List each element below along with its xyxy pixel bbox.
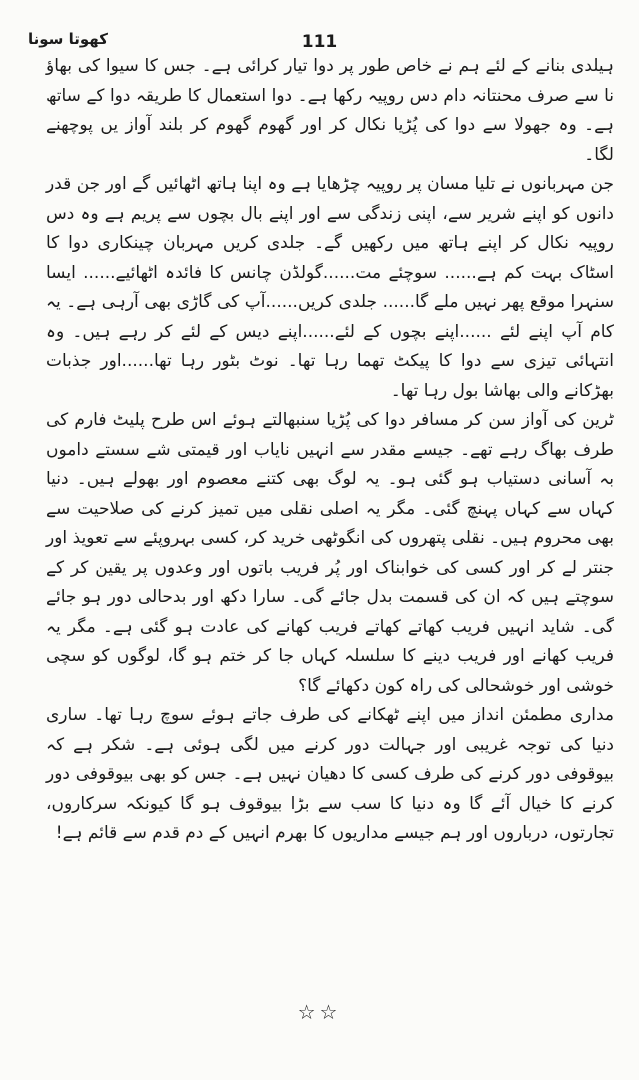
story-text	[46, 52, 614, 849]
paragraph-4: مداری مطمئن انداز میں اپنے ٹھکانے کی طرف جاتے ہوئے سوچ رہا تھا۔ ساری دنیا کی توجہ غریبی اور جہالت دور کرنے میں لگی ہوئی ہے۔ شکر ہے کہ بیوقوفی دور کرنے کی طرف کسی کا دھیان نہیں ہے۔ جس کو بھی بیوقوفی دور کرنے کا خیال آئے گا وہ دنیا کا سب سے بڑا بیوقوف ہو گا کیونکہ سرکاروں، تجارتوں، درباروں اور ہم جیسے مداریوں کا بھرم انہیں کے دم قدم سے قائم ہے!	[46, 705, 614, 843]
page-header	[0, 0, 639, 54]
paragraph-3: ٹرین کی آواز سن کر مسافر دوا کی پُڑیا سنبھالتے ہوئے اس طرح پلیٹ فارم کی طرف بھاگ رہے تھے۔ جیسے مقدر سے انہیں نایاب اور قیمتی شے سستے داموں بہ آسانی دستیاب ہو گئی ہو۔ یہ لوگ بھی کتنے معصوم اور بھولے ہیں۔ دنیا کہاں سے کہاں پہنچ گئی۔ مگر یہ اصلی نقلی میں تمیز کرنے کی صلاحیت سے بھی محروم ہیں۔ نقلی پتھروں کی انگوٹھی خرید کر، کسی بہروپئے سے تعویذ اور جنتر لے کر اور کسی کی خوابناک اور پُر فریب باتوں اور وعدوں پر یقین کر کے سوچتے ہیں کہ ان کی قسمت بدل جائے گی۔ سارا دکھ اور بدحالی دور ہو جائے گی۔ شاید انہیں فریب کھاتے کھاتے فریب کھانے کی عادت ہو گئی ہے۔ مگر یہ فریب کھانے اور فریب دینے کا سلسلہ کہاں جا کر ختم ہو گا، لوگوں کو سچی خوشی اور خوشحالی کی راہ کون دکھائے گا؟	[46, 410, 614, 696]
paragraph-1: ہیلدی بنانے کے لئے ہم نے خاص طور پر دوا تیار کرائی ہے۔ جس کا سیوا کی بھاؤ نا سے صرف محنتانہ دام دس روپیہ رکھا ہے۔ دوا استعمال کا طریقہ دوا کے ساتھ ہے۔ وہ جھولا سے دوا کی پُڑیا نکال کر اور گھوم گھوم کر بلند آواز یں پوچھنے لگا۔	[46, 56, 614, 165]
section-end-ornament: ☆☆	[297, 1000, 342, 1024]
page-number: 111	[301, 32, 338, 52]
running-title: کھوتا سونا	[28, 30, 108, 48]
paragraph-2: جن مہربانوں نے تلیا مسان پر روپیہ چڑھایا ہے وہ اپنا ہاتھ اٹھائیں گے اور جن قدر دانوں کو اپنے شریر سے، اپنی زندگی سے اور اپنے بال بچوں سے پریم ہے وہ دس روپیہ نکال کر اپنے ہاتھ میں رکھیں گے۔ جلدی کریں مہربان چینکاری دوا کا اسٹاک بہت کم ہے...... سوچئے مت......گولڈن چانس کا فائدہ اٹھائیے...... ایسا سنہرا موقع پھر نہیں ملے گا...... جلدی کریں......آپ کی گاڑی بھی آرہی ہے۔ یہ کام آپ اپنے لئے ......اپنے بچوں کے لئے......اپنے دیس کے لئے کر رہے ہیں۔ وہ انتہائی تیزی سے دوا کا پیکٹ تھما رہا تھا۔ نوٹ بٹور رہا تھا......اور جذبات بھڑکانے والی بھاشا بول رہا تھا۔	[46, 174, 614, 401]
